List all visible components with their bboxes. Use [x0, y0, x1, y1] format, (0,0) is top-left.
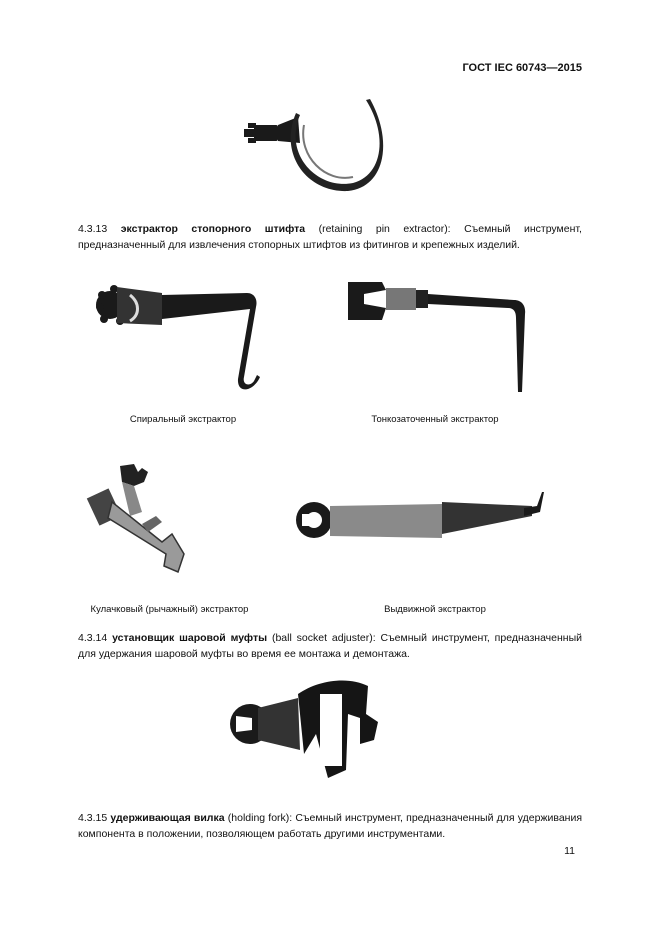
caption-sharp: Тонкозаточенный экстрактор: [371, 414, 499, 425]
section-number: 4.3.15: [78, 812, 108, 824]
sharp-extractor-figure: [342, 272, 532, 397]
hook-tool-figure: [238, 95, 388, 195]
section-definition: (ball socket adjuster): Съемный инструмент, предназначенный для удержания шаровой муфты во время ее монтажа и демонтажа.: [78, 632, 583, 660]
section-4-3-15: [78, 810, 582, 842]
section-4-3-13: [78, 221, 582, 253]
caption-cam: Кулачковый (рычажный) экстрактор: [90, 604, 249, 615]
sliding-extractor-figure: [292, 488, 552, 558]
section-definition: (holding fork): Съемный инструмент, предназначенный для удерживания компонента в положении, позволяющем работать другими инструментами.: [78, 812, 583, 840]
section-number: 4.3.13: [78, 223, 108, 235]
section-term: экстрактор стопорного штифта: [120, 223, 306, 235]
spiral-extractor-figure: [92, 275, 272, 400]
section-term: установщик шаровой муфты: [112, 632, 268, 644]
section-number: 4.3.14: [78, 632, 108, 644]
section-term: удерживающая вилка: [110, 812, 225, 824]
caption-spiral: Спиральный экстрактор: [129, 414, 237, 425]
section-definition: (retaining pin extractor): Съемный инструмент, предназначенный для извлечения стопорных штифтов из фитингов и крепежных изделий.: [78, 223, 582, 251]
ball-socket-adjuster-figure: [228, 674, 398, 784]
section-4-3-14: [78, 630, 582, 662]
page-number: 11: [564, 845, 575, 857]
caption-sliding: Выдвижной экстрактор: [384, 604, 486, 615]
document-header: ГОСТ IEC 60743—2015: [462, 62, 582, 74]
cam-extractor-figure: [82, 462, 192, 582]
